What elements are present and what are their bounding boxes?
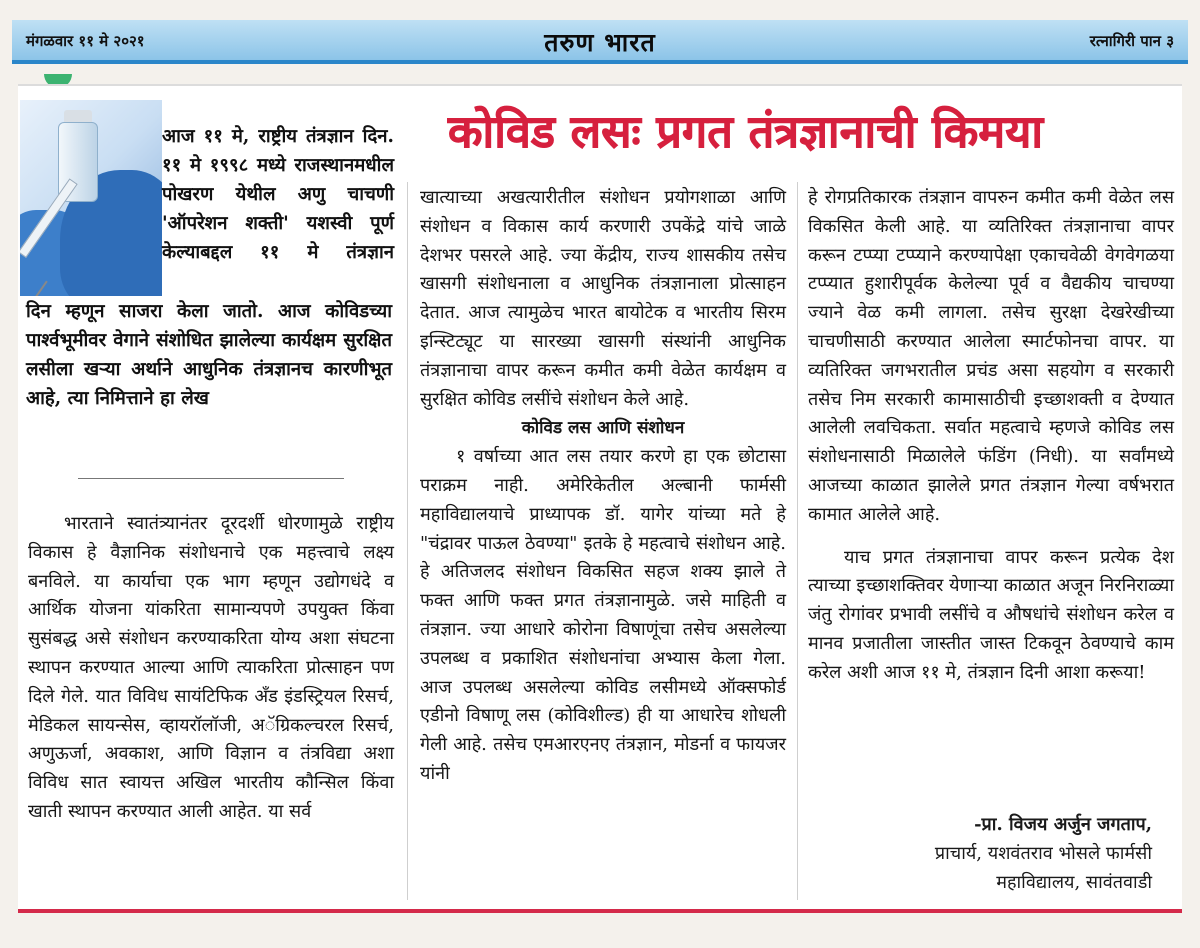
column-divider (407, 182, 408, 900)
author-institution: महाविद्यालय, सावंतवाडी (996, 872, 1152, 893)
column-2-paragraph-2: १ वर्षाच्या आत लस तयार करणे हा एक छोटासा पराक्रम नाही. अमेरिकेतील अल्बानी फार्मसी महाविद्यालयाचे प्राध्यापक डॉ. यागेर यांच्या मते हे "चंद्रावर पाऊल ठेवण्या" इतके हे महत्वाचे संशोधन आहे. हे अतिजलद संशोधन विकसित सहज शक्य झाले ते फक्त आणि फक्त प्रगत तंत्रज्ञानामुळे. जसे माहिती व तंत्रज्ञान. ज्या आधारे कोरोना विषाणूंचा तसेच असलेल्या उपलब्ध व प्रकाशित संशोधनांचा अभ्यास केला गेला. आज उपलब्ध असलेल्या कोविड लसीमध्ये ऑक्सफोर्ड एडीनो विषाणू लस (कोविशील्ड) ही या आधारेच शोधली गेली आहे. तसेच एमआरएनए तंत्रज्ञान, मोडर्ना व फायजर यांनी (420, 446, 786, 784)
issue-date: मंगळवार ११ मे २०२१ (26, 32, 145, 50)
column-3-paragraph-1: हे रोगप्रतिकारक तंत्रज्ञान वापरुन कमीत कमी वेळेत लस विकसित केली आहे. या व्यतिरिक्त तंत्रज्ञानाचा वापर करून टप्प्या टप्प्याने करण्यापेक्षा एकाचवेळी वेगवेगळया टप्प्यात हुशारीपूर्वक केलेल्या पूर्व व वैद्यकीय चाचण्या ज्याने वेळ कमी लागला. तसेच सुरक्षा देखरेखीच्या चाचणीसाठी करण्यात आलेला स्मार्टफोनचा वापर. या व्यतिरिक्त जगभरातील प्रचंड असा सहयोग व सरकारी तसेच निम सरकारी कामासाठीची इच्छाशक्ती व देण्यात आलेली लवचिकता. सर्वात महत्वाचे म्हणजे कोविड लस संशोधनासाठी मिळालेले फंडिंग (निधी). या सर्वांमध्ये आजच्या काळात झालेले प्रगत तंत्रज्ञान गेल्या वर्षभरात कामात आलेले आहे. (808, 187, 1174, 525)
column-3-paragraph-2: याच प्रगत तंत्रज्ञानाचा वापर करून प्रत्येक देश त्याच्या इच्छाशक्तिवर येणाऱ्या काळात अजून निरनिराळ्या जंतु रोगांवर प्रभावी लसींचे व औषधांचे संशोधन करेल व मानव प्रजातीला जास्तीत जास्त टिकवून ठेवण्याचे काम करेल अशी आज ११ मे, तंत्रज्ञान दिनी आशा करूया! (808, 546, 1174, 683)
bottom-rule (18, 909, 1182, 913)
column-1 (28, 510, 394, 827)
column-divider (797, 182, 798, 900)
author-title: प्राचार्य, यशवंतराव भोसले फार्मसी (934, 843, 1152, 864)
vaccine-photo (20, 100, 162, 296)
column-1-paragraph: भारताने स्वातंत्र्यानंतर दूरदर्शी धोरणामुळे राष्ट्रीय विकास हे वैज्ञानिक संशोधनाचे एक महत्त्वाचे लक्ष्य बनविले. या कार्याचा एक भाग म्हणून उद्योगधंदे व आर्थिक योजना यांकरिता सामान्यपणे उपयुक्त किंवा सुसंबद्ध असे संशोधन करण्याकरिता योग्य अशा संघटना स्थापन करण्यात आल्या आणि त्याकरिता प्रोत्साहन पण दिले गेले. यात विविध सायंटिफिक अँड इंडस्ट्रियल रिसर्च, मेडिकल सायन्सेस, व्हायरॉलॉजी, अॅग्रिकल्चरल रिसर्च, अणुऊर्जा, अवकाश, आणि विज्ञान व तंत्रविद्या अशा विविध सात स्वायत्त अखिल भारतीय कौन्सिल किंवा खाती स्थापन करण्यात आली आहेत. या सर्व (28, 513, 394, 822)
column-2-paragraph-1: खात्याच्या अखत्यारीतील संशोधन प्रयोगशाळा आणि संशोधन व विकास कार्य करणारी उपकेंद्रे यांचे जाळे देशभर पसरले आहे. ज्या केंद्रीय, राज्य शासकीय तसेच खासगी संशोधनाला व आधुनिक तंत्रज्ञानाला प्रोत्साहन देतात. आज त्यामुळेच भारत बायोटेक व भारतीय सिरम इन्स्टिट्यूट या सारख्या खासगी संस्थांनी आधुनिक तंत्रज्ञानाचा वापर करून कमीत कमी वेळेत कार्यक्षम व सुरक्षित कोविड लसींचे संशोधन केले आहे. (420, 187, 786, 410)
intro-text-bottom: दिन म्हणून साजरा केला जातो. आज कोविडच्या पार्श्वभूमीवर वेगाने संशोधित झालेल्या कार्यक्षम सुरक्षित लसीला खऱ्या अर्थाने आधुनिक तंत्रज्ञानच कारणीभूत आहे, त्या निमित्ताने हा लेख (26, 301, 392, 409)
newspaper-name: तरुण भारत (544, 28, 656, 57)
masthead (12, 20, 1188, 64)
article (18, 84, 1182, 909)
article-headline: कोविड लसः प्रगत तंत्रज्ञानाची किमया (448, 105, 1043, 158)
author-signature (935, 810, 1152, 897)
subheading: कोविड लस आणि संशोधन (521, 418, 685, 439)
column-3 (808, 184, 1174, 688)
intro-separator (78, 478, 344, 479)
column-2 (420, 184, 786, 789)
intro-text-top: आज ११ मे, राष्ट्रीय तंत्रज्ञान दिन. ११ मे १९९८ मध्ये राजस्थानमधील पोखरण येथील अणु चाचणी 'ऑपरेशन शक्ती' यशस्वी पूर्ण केल्याबद्दल ११ मे तंत्रज्ञान (162, 126, 394, 263)
page-label: रत्नागिरी पान ३ (1089, 32, 1174, 50)
author-name: -प्रा. विजय अर्जुन जगताप, (974, 814, 1152, 835)
